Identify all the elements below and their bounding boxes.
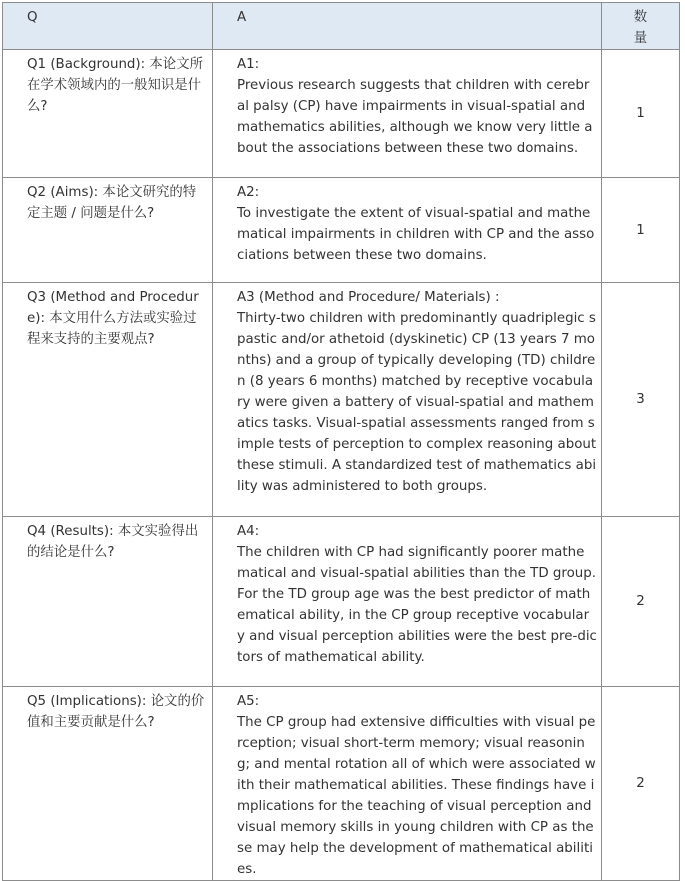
- count-cell: 3: [602, 283, 680, 517]
- header-a: A: [213, 3, 602, 50]
- question-cell: Q3 (Method and Procedure): 本文用什么方法或实验过程来支持的主要观点?: [3, 283, 213, 517]
- header-q: Q: [3, 3, 213, 50]
- answer-text: The CP group had extensive difficulties with visual perception; visual short-term memory; visual reasoning; and mental rotation all of which were associated with their mathematical abilities. These findings have implications for the teaching of visual perception and visual memory skills in young children with CP as these may help the development of mathematical abilities.: [237, 715, 596, 877]
- question-cell: Q2 (Aims): 本论文研究的特定主题 / 问题是什么?: [3, 178, 213, 283]
- count-cell: 1: [602, 178, 680, 283]
- answer-text: Thirty-two children with predominantly quadriplegic spastic and/or athetoid (dyskinetic) CP (13 years 7 months) and a group of typically developing (TD) children (8 years 6 months) matched by receptive vocabulary were given a battery of visual-spatial and mathematics tasks. Visual-spatial assessments ranged from simple tests of perception to complex reasoning about these stimuli. A standardized test of mathematics ability was administered to both groups.: [237, 311, 597, 494]
- table-row: [3, 517, 680, 687]
- answer-cell: [213, 50, 602, 178]
- table-row: [3, 178, 680, 283]
- count-cell: 2: [602, 687, 680, 881]
- answer-text: Previous research suggests that children with cerebral palsy (CP) have impairments in visual-spatial and mathematics abilities, although we know very little about the associations between these two domains.: [237, 78, 593, 156]
- question-cell: Q5 (Implications): 论文的价值和主要贡献是什么?: [3, 687, 213, 881]
- answer-text: The children with CP had significantly poorer mathematical and visual-spatial abilities than the TD group. For the TD group age was the best predictor of mathematical ability, in the CP group receptive vocabulary and visual perception abilities were the best pre-dictors of mathematical ability.: [237, 545, 597, 665]
- answer-cell: [213, 517, 602, 687]
- answer-cell: [213, 178, 602, 283]
- answer-label: A5:: [237, 694, 260, 709]
- table-row: [3, 283, 680, 517]
- qa-table-container: [2, 2, 680, 881]
- answer-label: A4:: [237, 524, 260, 539]
- question-cell: Q1 (Background): 本论文所在学术领域内的一般知识是什么?: [3, 50, 213, 178]
- question-cell: Q4 (Results): 本文实验得出的结论是什么?: [3, 517, 213, 687]
- answer-text: To investigate the extent of visual-spatial and mathematical impairments in children with CP and the associations between these two domains.: [237, 206, 595, 263]
- answer-label: A1:: [237, 57, 260, 72]
- table-header-row: [3, 3, 680, 50]
- answer-cell: [213, 283, 602, 517]
- header-count-label: 数量: [633, 10, 648, 46]
- answer-cell: [213, 687, 602, 881]
- header-count: [602, 3, 680, 50]
- count-cell: 2: [602, 517, 680, 687]
- answer-label: A2:: [237, 185, 260, 200]
- answer-label: A3 (Method and Procedure/ Materials) :: [237, 290, 500, 305]
- qa-table: [2, 2, 680, 881]
- table-row: [3, 687, 680, 881]
- count-cell: 1: [602, 50, 680, 178]
- table-row: [3, 50, 680, 178]
